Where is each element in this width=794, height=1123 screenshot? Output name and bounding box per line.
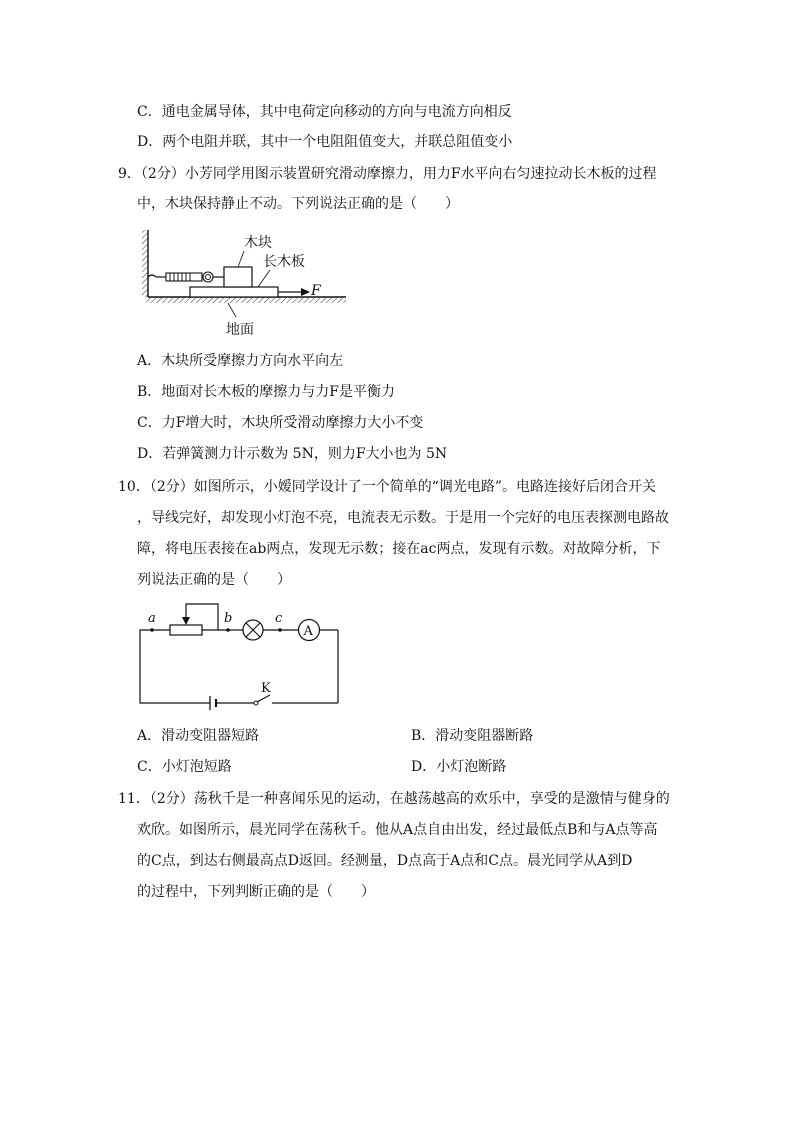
label-ground: 地面 — [226, 322, 254, 338]
q11-stem-line2: 欢欣。如图所示，晨光同学在荡秋千。他从A点自由出发，经过最低点B和与A点等高 — [137, 822, 658, 838]
q9-stem-line1: 9．（2分）小芳同学用图示装置研究滑动摩擦力，用力F水平向右匀速拉动长木板的过程 — [118, 166, 657, 182]
label-a: a — [148, 611, 156, 626]
q11-stem-line1: 11．（2分）荡秋千是一种喜闻乐见的运动，在越荡越高的欢乐中，享受的是激情与健身的 — [118, 791, 670, 807]
wire-left — [140, 630, 210, 703]
label-b: b — [224, 611, 233, 626]
label-c: c — [275, 611, 283, 626]
spring-scale — [166, 273, 202, 281]
q9-option-a: A．木块所受摩擦力方向水平向左 — [137, 353, 344, 369]
label-switch: K — [261, 681, 271, 696]
q8-option-d: D．两个电阻并联，其中一个电阻阻值变大，并联总阻值变小 — [137, 134, 513, 150]
switch-blade — [257, 695, 270, 702]
q8-option-c: C．通电金属导体，其中电荷定向移动的方向与电流方向相反 — [137, 104, 512, 120]
q9-option-c: C．力F增大时，木块所受滑动摩擦力大小不变 — [137, 415, 424, 431]
q10-option-c: C．小灯泡短路 — [137, 759, 232, 775]
q10-option-b: B．滑动变阻器断路 — [411, 728, 534, 744]
long-board — [190, 287, 278, 297]
q10-option-a: A．滑动变阻器短路 — [137, 728, 260, 744]
slider-arrow — [182, 617, 190, 625]
q9-option-d: D．若弹簧测力计示数为 5N，则力F大小也为 5N — [137, 446, 448, 462]
q10-stem-line4: 列说法正确的是（ ） — [137, 572, 291, 588]
q9-stem-line2: 中，木块保持静止不动。下列说法正确的是（ ） — [137, 196, 459, 212]
rheostat — [170, 625, 202, 635]
q9-friction-figure — [138, 225, 353, 340]
q10-circuit-figure — [136, 600, 346, 710]
q10-option-d: D．小灯泡断路 — [411, 759, 507, 775]
wall-hatch — [142, 230, 148, 297]
q11-stem-line3: 的C点，到达右侧最高点D返回。经测量，D点高于A点和C点。晨光同学从A到D — [137, 853, 633, 869]
wood-block — [224, 267, 252, 287]
label-force: F — [311, 283, 321, 299]
q10-stem-line2: ，导线完好，却发现小灯泡不亮，电流表无示数。于是用一个完好的电压表探测电路故 — [137, 510, 669, 526]
q9-option-b: B．地面对长木板的摩擦力与力F是平衡力 — [137, 384, 396, 400]
label-board: 长木板 — [263, 254, 305, 270]
label-block: 木块 — [244, 235, 272, 251]
q10-stem-line1: 10．（2分）如图所示，小嫒同学设计了一个简单的“调光电路”。电路连接好后闭合开关 — [118, 479, 657, 495]
hook — [148, 275, 156, 277]
q10-stem-line3: 障，将电压表接在ab两点，发现无示数；接在ac两点，发现有示数。对故障分析，下 — [137, 541, 661, 557]
q11-stem-line4: 的过程中，下列判断正确的是（ ） — [137, 884, 375, 900]
ammeter-label: A — [303, 624, 313, 639]
